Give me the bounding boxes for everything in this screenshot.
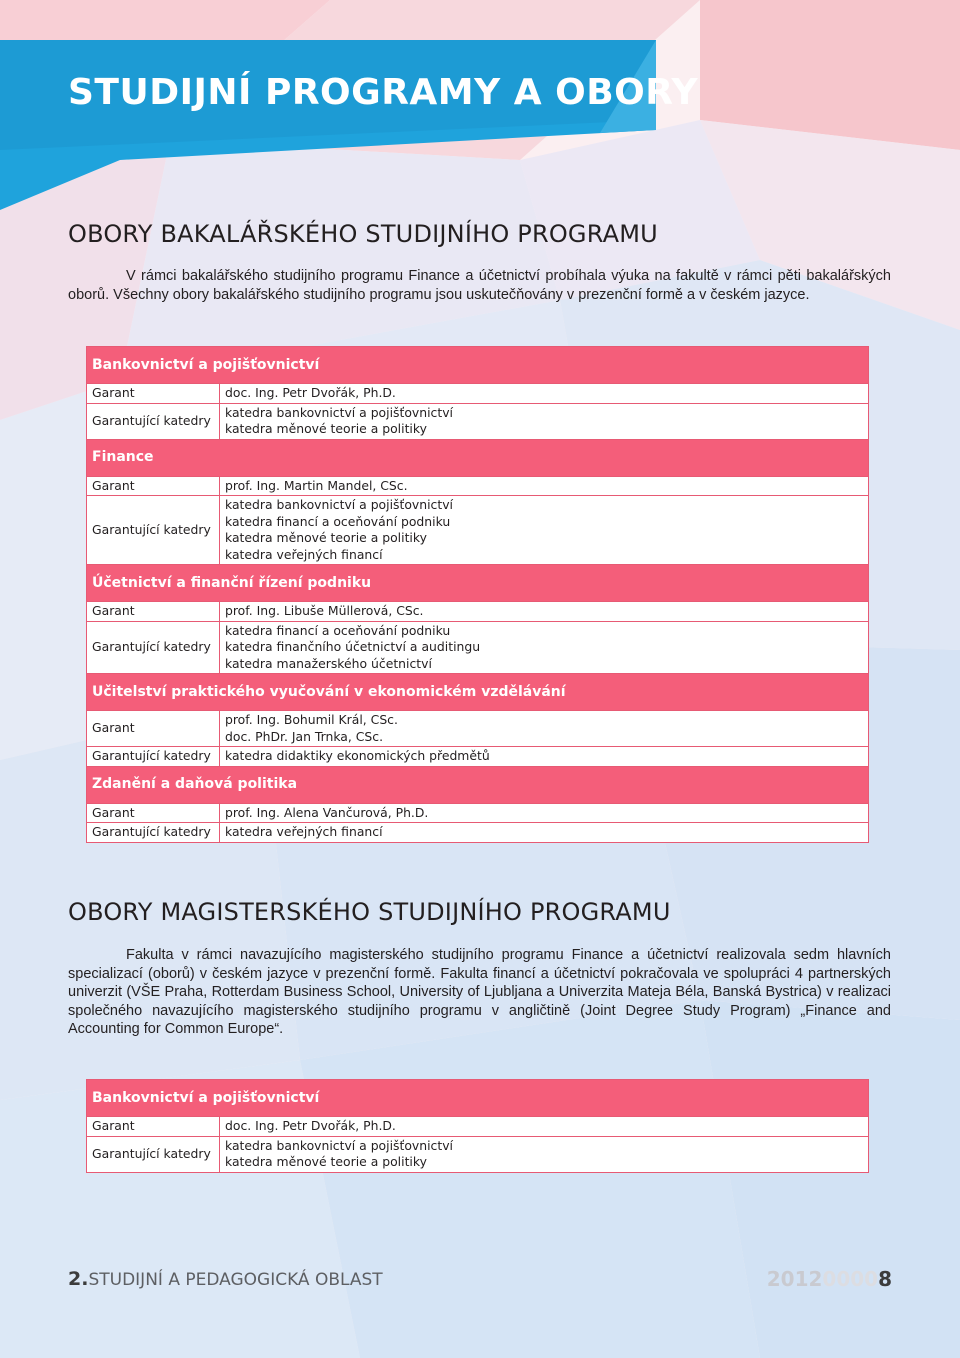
garant-name: prof. Ing. Bohumil Král, CSc. (225, 712, 398, 727)
departments-label: Garantující katedry (87, 747, 220, 767)
field-name: Bankovnictví a pojišťovnictví (87, 1080, 869, 1117)
garant-value (220, 1117, 869, 1137)
bachelor-intro-text: V rámci bakalářského studijního programu Finance a účetnictví probíhala výuka na fakultě v rámci pěti bakalářských oborů. Všechny obory bakalářského studijního programu jsou uskutečňovány v prezenční formě a v českém jazyce. (68, 268, 891, 303)
garant-label: Garant (87, 711, 220, 747)
departments-label: Garantující katedry (87, 621, 220, 674)
field-name: Účetnictví a finanční řízení podniku (87, 565, 869, 602)
departments-label: Garantující katedry (87, 823, 220, 843)
bachelor-heading: OBORY BAKALÁŘSKÉHO STUDIJNÍHO PROGRAMU (68, 220, 658, 248)
garant-name: prof. Ing. Martin Mandel, CSc. (225, 477, 408, 493)
department: katedra měnové teorie a politiky (225, 530, 427, 545)
department: katedra bankovnictví a pojišťovnictví (225, 1137, 453, 1153)
departments-value (220, 621, 869, 674)
garant-value (220, 384, 869, 404)
garant-value (220, 476, 869, 496)
footer-year-c: 8 (878, 1267, 892, 1291)
footer-year-b: 0000 (822, 1267, 879, 1291)
department: katedra měnové teorie a politiky (225, 1154, 427, 1169)
garant-label: Garant (87, 803, 220, 823)
garant-name: doc. Ing. Petr Dvořák, Ph.D. (225, 1118, 396, 1133)
footer-section (68, 1268, 383, 1290)
departments-label: Garantující katedry (87, 403, 220, 439)
departments-value (220, 1136, 869, 1172)
departments-value (220, 403, 869, 439)
garant-name: prof. Ing. Libuše Müllerová, CSc. (225, 603, 424, 618)
master-intro-text: Fakulta v rámci navazujícího magisterského studijního programu Finance a účetnictví realizovala sedm hlavních specializací (oborů) v českém jazyce v prezenční formě. Fakulta financí a účetnictví pokračovala ve spolupráci 4 partnerských univerzit (VŠE Praha, Rotterdam Business School, University of Ljubljana a Univerzita Mateja Béla, Banská Bystrica) v realizaci společného navazujícího magisterského studijního programu v angličtině (Joint Degree Study Program) „Finance and Accounting for Common Europe“. (68, 947, 891, 1037)
field-name: Finance (87, 439, 869, 476)
garant-name: doc. Ing. Petr Dvořák, Ph.D. (225, 385, 396, 400)
departments-label: Garantující katedry (87, 1136, 220, 1172)
garant-value (220, 711, 869, 747)
bachelor-fields-table (86, 346, 869, 843)
bachelor-intro (68, 267, 891, 304)
page-title: STUDIJNÍ PROGRAMY A OBORY (68, 72, 699, 113)
department: katedra manažerského účetnictví (225, 655, 432, 671)
footer-year (767, 1267, 892, 1291)
departments-label: Garantující katedry (87, 496, 220, 565)
master-intro (68, 946, 891, 1039)
departments-value (220, 747, 869, 767)
department: katedra veřejných financí (225, 546, 383, 562)
garant-label: Garant (87, 1117, 220, 1137)
departments-value (220, 823, 869, 843)
department: katedra didaktiky ekonomických předmětů (225, 748, 490, 763)
department: katedra financí a oceňování podniku (225, 622, 451, 638)
field-name: Učitelství praktického vyučování v ekonomickém vzdělávání (87, 674, 869, 711)
garant-name: prof. Ing. Alena Vančurová, Ph.D. (225, 804, 429, 820)
field-name: Bankovnictví a pojišťovnictví (87, 347, 869, 384)
garant-label: Garant (87, 384, 220, 404)
department: katedra bankovnictví a pojišťovnictví (225, 404, 453, 420)
footer-section-number: 2. (68, 1268, 89, 1290)
garant-label: Garant (87, 602, 220, 622)
master-fields-table (86, 1079, 869, 1173)
garant-value (220, 602, 869, 622)
garant-name: doc. PhDr. Jan Trnka, CSc. (225, 728, 384, 744)
department: katedra financí a oceňování podniku (225, 513, 451, 529)
master-heading: OBORY MAGISTERSKÉHO STUDIJNÍHO PROGRAMU (68, 898, 671, 926)
footer-year-a: 2012 (766, 1267, 823, 1291)
garant-label: Garant (87, 476, 220, 496)
department: katedra finančního účetnictví a auditingu (225, 639, 481, 654)
department: katedra veřejných financí (225, 824, 383, 839)
garant-value (220, 803, 869, 823)
department: katedra bankovnictví a pojišťovnictví (225, 497, 453, 512)
department: katedra měnové teorie a politiky (225, 421, 427, 436)
field-name: Zdanění a daňová politika (87, 766, 869, 803)
footer-section-title: STUDIJNÍ A PEDAGOGICKÁ OBLAST (88, 1270, 383, 1290)
departments-value (220, 496, 869, 565)
